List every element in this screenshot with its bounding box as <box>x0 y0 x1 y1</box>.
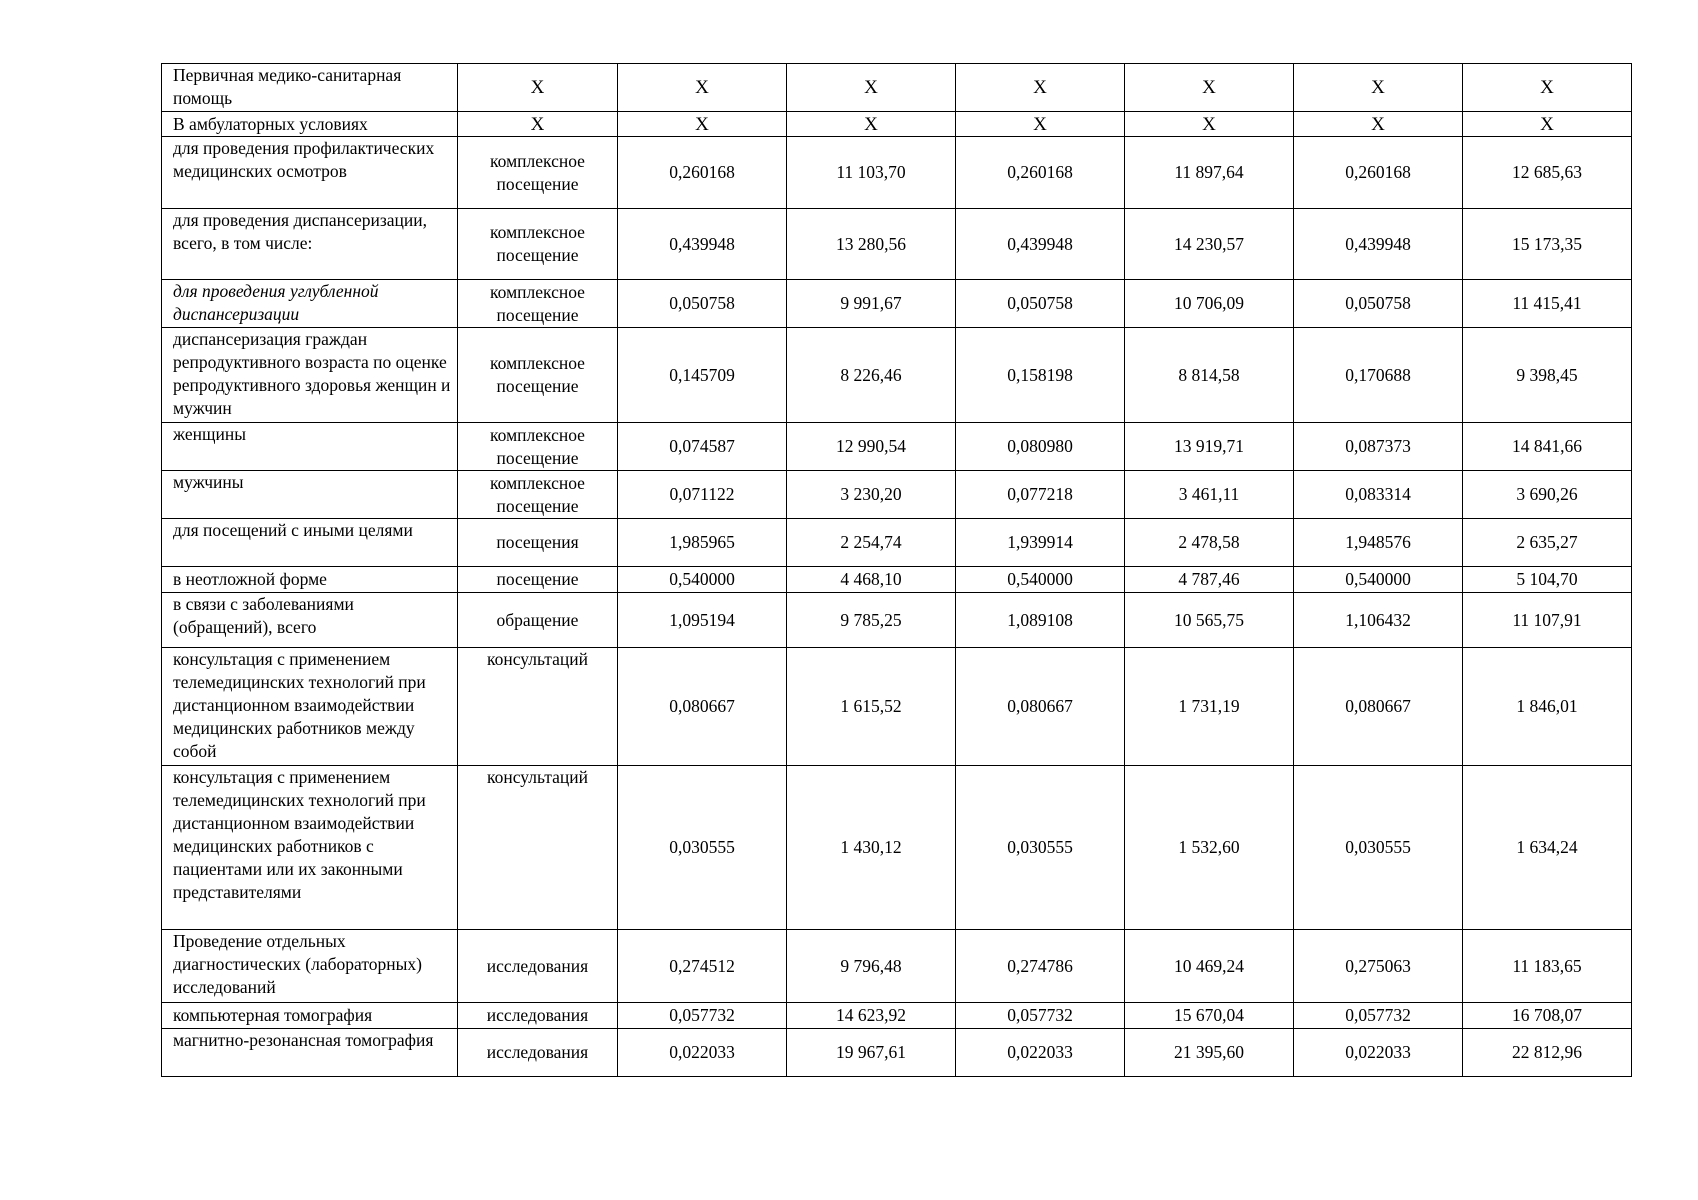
table-row <box>162 328 1632 423</box>
value-cell: 15 670,04 <box>1125 1003 1294 1029</box>
table-row <box>162 930 1632 1003</box>
value-cell: 0,439948 <box>956 209 1125 280</box>
value-cell: X <box>1125 64 1294 112</box>
value-cell: 16 708,07 <box>1463 1003 1632 1029</box>
row-unit: комплексное посещение <box>458 423 618 471</box>
table-row <box>162 567 1632 593</box>
value-cell: 10 565,75 <box>1125 593 1294 648</box>
value-cell: 0,260168 <box>956 137 1125 209</box>
table-row <box>162 1003 1632 1029</box>
value-cell: X <box>618 64 787 112</box>
value-cell: 10 706,09 <box>1125 280 1294 328</box>
value-cell: 10 469,24 <box>1125 930 1294 1003</box>
value-cell: 0,080667 <box>1294 648 1463 766</box>
value-cell: 3 690,26 <box>1463 471 1632 519</box>
row-unit: посещение <box>458 567 618 593</box>
value-cell: 0,050758 <box>1294 280 1463 328</box>
value-cell: 0,080667 <box>618 648 787 766</box>
row-unit: X <box>458 64 618 112</box>
value-cell: 0,022033 <box>956 1029 1125 1077</box>
table-row <box>162 112 1632 137</box>
value-cell: 3 230,20 <box>787 471 956 519</box>
value-cell: 12 685,63 <box>1463 137 1632 209</box>
value-cell: 1,095194 <box>618 593 787 648</box>
care-volume-table <box>161 63 1632 1077</box>
value-cell: 0,145709 <box>618 328 787 423</box>
value-cell: 9 785,25 <box>787 593 956 648</box>
table-row <box>162 137 1632 209</box>
row-name: Проведение отдельных диагностических (лабораторных) исследований <box>162 930 458 1003</box>
value-cell: 1 430,12 <box>787 766 956 930</box>
value-cell: X <box>1294 112 1463 137</box>
value-cell: 1 532,60 <box>1125 766 1294 930</box>
table-row <box>162 280 1632 328</box>
table-row <box>162 64 1632 112</box>
value-cell: 1,089108 <box>956 593 1125 648</box>
value-cell: 11 897,64 <box>1125 137 1294 209</box>
value-cell: 0,540000 <box>618 567 787 593</box>
row-name: для проведения диспансеризации, всего, в том числе: <box>162 209 458 280</box>
table-row <box>162 519 1632 567</box>
value-cell: 9 991,67 <box>787 280 956 328</box>
value-cell: X <box>1125 112 1294 137</box>
value-cell: 21 395,60 <box>1125 1029 1294 1077</box>
row-unit: комплексное посещение <box>458 137 618 209</box>
value-cell: 1 615,52 <box>787 648 956 766</box>
row-unit: исследования <box>458 1029 618 1077</box>
value-cell: 0,158198 <box>956 328 1125 423</box>
value-cell: 22 812,96 <box>1463 1029 1632 1077</box>
value-cell: 0,275063 <box>1294 930 1463 1003</box>
row-name: для проведения углубленной диспансеризации <box>162 280 458 328</box>
value-cell: 8 814,58 <box>1125 328 1294 423</box>
value-cell: 13 919,71 <box>1125 423 1294 471</box>
value-cell: 1,985965 <box>618 519 787 567</box>
value-cell: 0,170688 <box>1294 328 1463 423</box>
table-row <box>162 471 1632 519</box>
value-cell: 11 415,41 <box>1463 280 1632 328</box>
value-cell: 3 461,11 <box>1125 471 1294 519</box>
value-cell: 14 841,66 <box>1463 423 1632 471</box>
value-cell: 0,057732 <box>1294 1003 1463 1029</box>
value-cell: 1,939914 <box>956 519 1125 567</box>
row-name: консультация с применением телемедицинских технологий при дистанционном взаимодействии медицинских работников между собой <box>162 648 458 766</box>
value-cell: 9 796,48 <box>787 930 956 1003</box>
value-cell: 4 787,46 <box>1125 567 1294 593</box>
value-cell: 1,106432 <box>1294 593 1463 648</box>
value-cell: 12 990,54 <box>787 423 956 471</box>
row-name: диспансеризация граждан репродуктивного возраста по оценке репродуктивного здоровья женщин и мужчин <box>162 328 458 423</box>
row-name: для посещений с иными целями <box>162 519 458 567</box>
value-cell: 0,083314 <box>1294 471 1463 519</box>
table-body <box>162 64 1632 1077</box>
value-cell: 0,057732 <box>956 1003 1125 1029</box>
value-cell: 11 107,91 <box>1463 593 1632 648</box>
value-cell: X <box>956 112 1125 137</box>
value-cell: 11 183,65 <box>1463 930 1632 1003</box>
value-cell: 0,071122 <box>618 471 787 519</box>
row-unit: консультаций <box>458 766 618 930</box>
row-unit: комплексное посещение <box>458 328 618 423</box>
value-cell: 0,022033 <box>1294 1029 1463 1077</box>
value-cell: X <box>1463 112 1632 137</box>
row-unit: посещения <box>458 519 618 567</box>
value-cell: X <box>956 64 1125 112</box>
row-name: Первичная медико-санитарная помощь <box>162 64 458 112</box>
value-cell: 0,439948 <box>618 209 787 280</box>
value-cell: 0,057732 <box>618 1003 787 1029</box>
value-cell: 19 967,61 <box>787 1029 956 1077</box>
value-cell: 14 230,57 <box>1125 209 1294 280</box>
value-cell: X <box>618 112 787 137</box>
value-cell: 0,260168 <box>618 137 787 209</box>
value-cell: 8 226,46 <box>787 328 956 423</box>
table-row <box>162 209 1632 280</box>
value-cell: 0,050758 <box>956 280 1125 328</box>
row-name: мужчины <box>162 471 458 519</box>
value-cell: 0,030555 <box>618 766 787 930</box>
value-cell: 0,260168 <box>1294 137 1463 209</box>
row-name: в связи с заболеваниями (обращений), всего <box>162 593 458 648</box>
value-cell: 0,077218 <box>956 471 1125 519</box>
value-cell: 5 104,70 <box>1463 567 1632 593</box>
table-row <box>162 1029 1632 1077</box>
row-unit: обращение <box>458 593 618 648</box>
value-cell: 2 478,58 <box>1125 519 1294 567</box>
value-cell: 4 468,10 <box>787 567 956 593</box>
value-cell: 0,439948 <box>1294 209 1463 280</box>
value-cell: 1 846,01 <box>1463 648 1632 766</box>
row-name: магнитно-резонансная томография <box>162 1029 458 1077</box>
value-cell: X <box>1294 64 1463 112</box>
value-cell: X <box>787 64 956 112</box>
value-cell: 0,080980 <box>956 423 1125 471</box>
row-name: для проведения профилактических медицинских осмотров <box>162 137 458 209</box>
row-name: женщины <box>162 423 458 471</box>
row-unit: комплексное посещение <box>458 209 618 280</box>
row-unit: исследования <box>458 930 618 1003</box>
table-row <box>162 766 1632 930</box>
value-cell: 1 731,19 <box>1125 648 1294 766</box>
row-unit: консультаций <box>458 648 618 766</box>
value-cell: 15 173,35 <box>1463 209 1632 280</box>
row-name: в неотложной форме <box>162 567 458 593</box>
value-cell: 2 635,27 <box>1463 519 1632 567</box>
value-cell: 14 623,92 <box>787 1003 956 1029</box>
row-name: В амбулаторных условиях <box>162 112 458 137</box>
value-cell: 0,274512 <box>618 930 787 1003</box>
value-cell: 13 280,56 <box>787 209 956 280</box>
value-cell: 0,030555 <box>1294 766 1463 930</box>
value-cell: X <box>787 112 956 137</box>
table-row <box>162 423 1632 471</box>
value-cell: 0,080667 <box>956 648 1125 766</box>
value-cell: 0,022033 <box>618 1029 787 1077</box>
value-cell: 0,050758 <box>618 280 787 328</box>
row-name: консультация с применением телемедицинских технологий при дистанционном взаимодействии медицинских работников с пациентами или их законными представителями <box>162 766 458 930</box>
value-cell: 1,948576 <box>1294 519 1463 567</box>
value-cell: 0,540000 <box>1294 567 1463 593</box>
value-cell: 0,087373 <box>1294 423 1463 471</box>
value-cell: 0,274786 <box>956 930 1125 1003</box>
row-unit: X <box>458 112 618 137</box>
value-cell: X <box>1463 64 1632 112</box>
table-row <box>162 593 1632 648</box>
value-cell: 0,030555 <box>956 766 1125 930</box>
table-row <box>162 648 1632 766</box>
row-unit: исследования <box>458 1003 618 1029</box>
value-cell: 11 103,70 <box>787 137 956 209</box>
value-cell: 1 634,24 <box>1463 766 1632 930</box>
value-cell: 0,074587 <box>618 423 787 471</box>
value-cell: 0,540000 <box>956 567 1125 593</box>
row-name: компьютерная томография <box>162 1003 458 1029</box>
value-cell: 2 254,74 <box>787 519 956 567</box>
value-cell: 9 398,45 <box>1463 328 1632 423</box>
row-unit: комплексное посещение <box>458 280 618 328</box>
row-unit: комплексное посещение <box>458 471 618 519</box>
